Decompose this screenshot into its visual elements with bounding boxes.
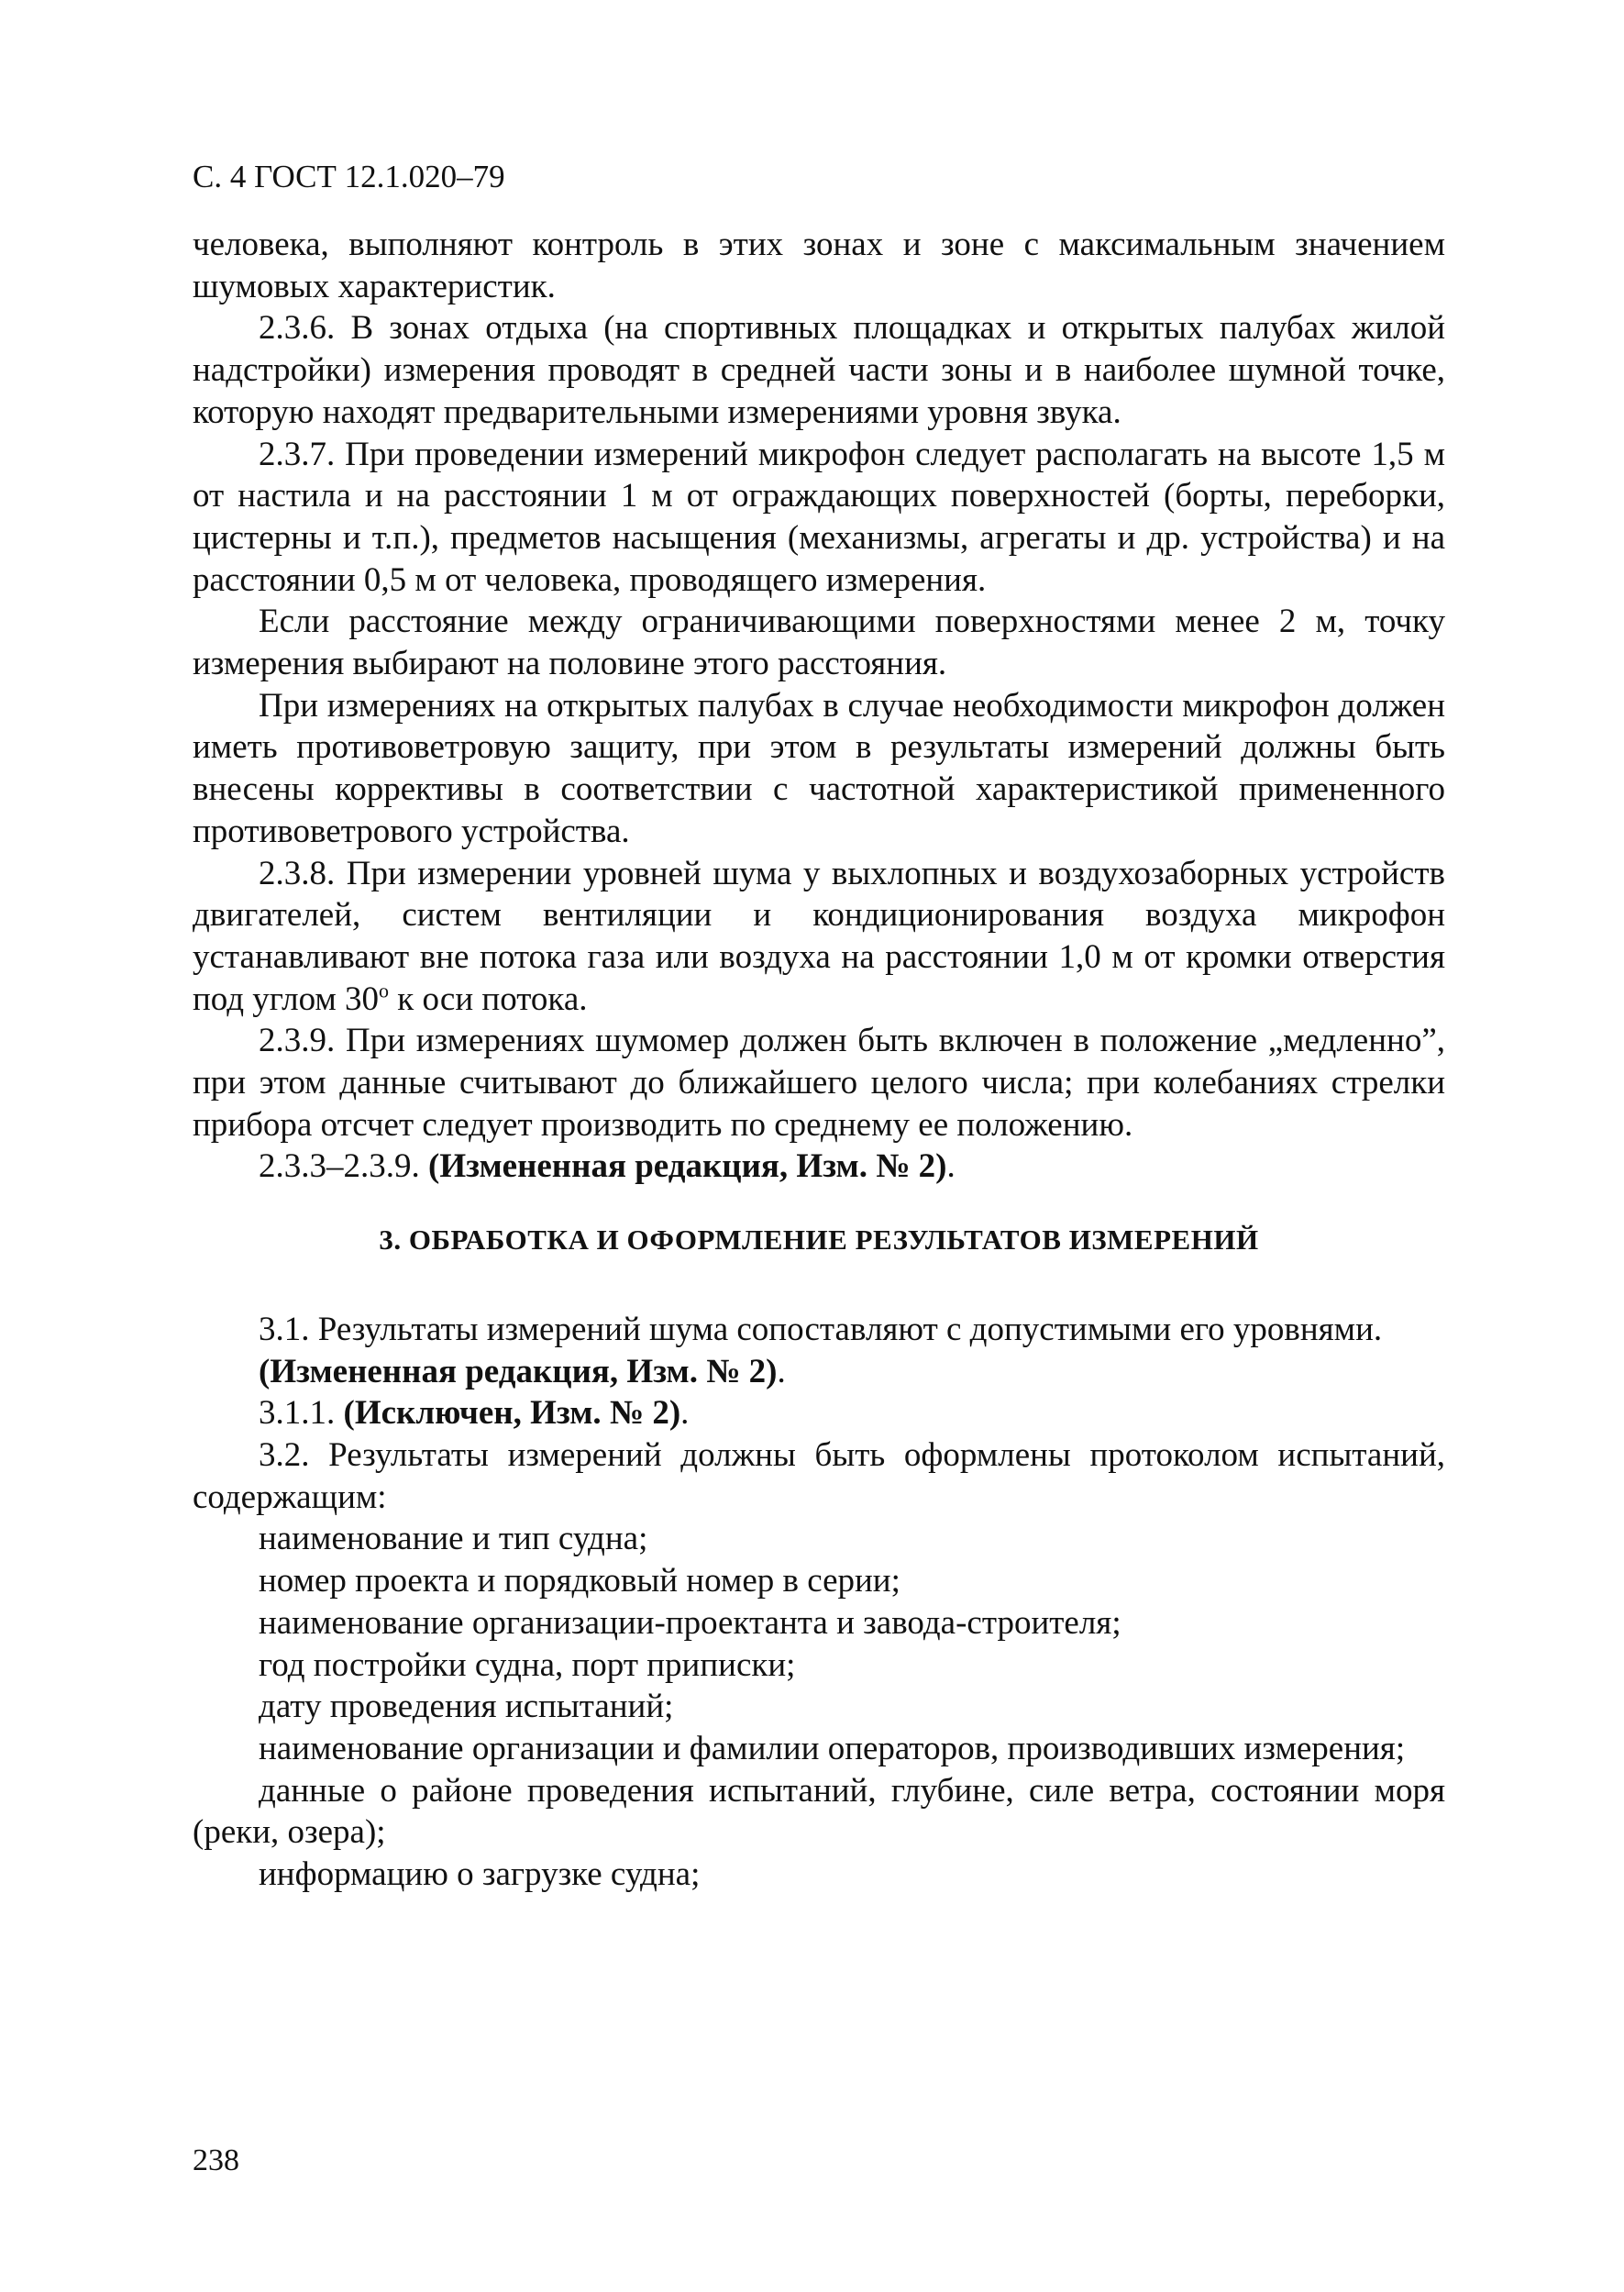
list-item: дату проведения испытаний; <box>259 1688 674 1726</box>
degree-sign: о <box>379 979 390 1002</box>
paragraph-2-3-7-windscreen: При измерениях на открытых палубах в случае необходимости микрофон должен иметь противоветровую защиту, при этом в результаты измерений должны быть внесены коррективы в соответствии с частотной характеристикой примененного противоветрового устройства. <box>193 686 1445 850</box>
amendment-bold: (Измененная редакция, Изм. № 2) <box>428 1147 947 1186</box>
paragraph-2-3-6: 2.3.6. В зонах отдыха (на спортивных площадках и открытых палубах жилой надстройки) измерения проводят в средней части зоны и в наиболее шумной точке, которую находят предварительными измерениями уровня звука. <box>193 309 1445 431</box>
paragraph-3-2: 3.2. Результаты измерений должны быть оформлены протоколом испытаний, содержащим: <box>193 1435 1445 1516</box>
paragraph-2-3-9: 2.3.9. При измерениях шумомер должен быть включен в положение „медленно”, при этом данные считывают до ближайшего целого числа; при колебаниях стрелки прибора отсчет следует производить по среднему ее положению. <box>193 1022 1445 1144</box>
body-text <box>193 224 1445 1896</box>
paragraph-2-3-7: 2.3.7. При проведении измерений микрофон следует располагать на высоте 1,5 м от настила и на расстоянии 1 м от ограждающих поверхностей (борты, переборки, цистерны и т.п.), предметов насыщения (механизмы, агрегаты и др. устройства) и на расстоянии 0,5 м от человека, проводящего измерения. <box>193 435 1445 599</box>
paragraph-3-1-1 <box>193 1392 1445 1434</box>
list-item: номер проекта и порядковый номер в серии; <box>259 1562 900 1600</box>
amendment-note-2-3 <box>193 1146 1445 1188</box>
page-number: 238 <box>193 2143 239 2177</box>
amendment-note-3-1 <box>193 1351 1445 1393</box>
list-item: наименование организации-проектанта и завода-строителя; <box>259 1603 1121 1642</box>
page-header: С. 4 ГОСТ 12.1.020–79 <box>193 159 505 194</box>
list-item: наименование и тип судна; <box>259 1520 648 1558</box>
amendment-end: . <box>777 1352 786 1390</box>
paragraph-3-1: 3.1. Результаты измерений шума сопоставляют с допустимыми его уровнями. <box>259 1310 1383 1348</box>
list-item: данные о районе проведения испытаний, глубине, силе ветра, состоянии моря (реки, озера); <box>193 1771 1445 1852</box>
amendment-bold: (Измененная редакция, Изм. № 2) <box>259 1352 778 1390</box>
amendment-end: . <box>946 1147 956 1186</box>
paragraph-3-1-1-end: . <box>680 1394 690 1433</box>
paragraph-2-3-8 <box>193 853 1445 1021</box>
paragraph-3-1-1-bold: (Исключен, Изм. № 2) <box>343 1394 681 1433</box>
paragraph-3-1-1-num: 3.1.1. <box>259 1394 344 1433</box>
list-item: год постройки судна, порт приписки; <box>259 1645 796 1684</box>
section-3-title: 3. ОБРАБОТКА И ОФОРМЛЕНИЕ РЕЗУЛЬТАТОВ ИЗМЕРЕНИЙ <box>379 1224 1259 1257</box>
amendment-range: 2.3.3–2.3.9. <box>259 1147 428 1186</box>
list-item: информацию о загрузке судна; <box>259 1855 701 1894</box>
paragraph-2-3-8-end: к оси потока. <box>389 980 588 1018</box>
list-item: наименование организации и фамилии операторов, производивших измерения; <box>259 1729 1406 1767</box>
paragraph-2-3-7-distance: Если расстояние между ограничивающими поверхностями менее 2 м, точку измерения выбирают на половине этого расстояния. <box>193 603 1445 683</box>
paragraph-continuation: человека, выполняют контроль в этих зонах и зоне с максимальным значением шумовых характеристик. <box>193 226 1445 305</box>
paragraph-2-3-8-text: 2.3.8. При измерении уровней шума у выхлопных и воздухозаборных устройств двигателей, систем вентиляции и кондиционирования воздуха микрофон устанавливают вне потока газа или воздуха на расстоянии 1,0 м от кромки отверстия под углом 30 <box>193 854 1445 1018</box>
